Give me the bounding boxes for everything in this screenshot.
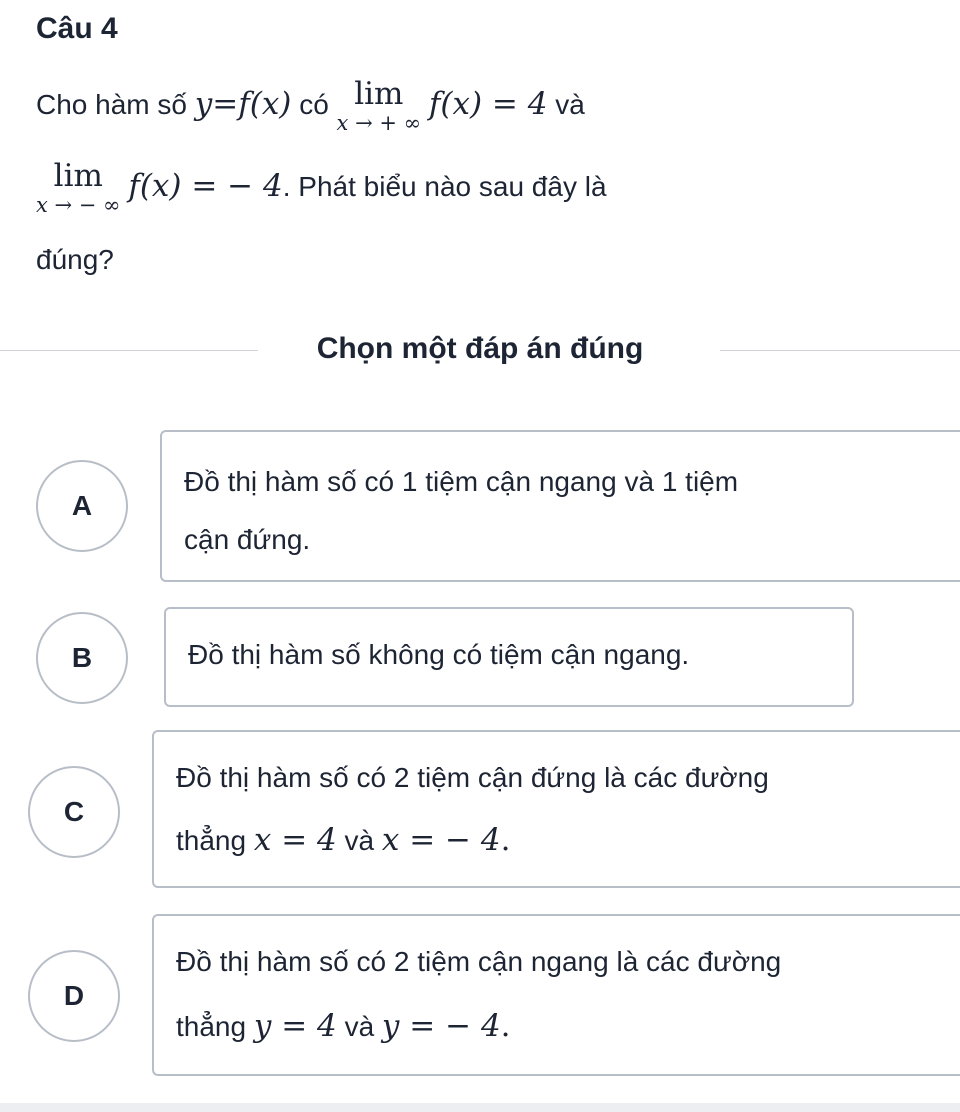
option-c-line-1: Đồ thị hàm số có 2 tiệm cận đứng là các đường xyxy=(176,762,769,793)
option-c-circle[interactable]: C xyxy=(28,766,120,858)
option-d-math-1: y = 4 xyxy=(253,1008,337,1044)
option-c-line-2 xyxy=(176,816,950,864)
lim-word: lim xyxy=(354,76,404,112)
option-a-line-1: Đồ thị hàm số có 1 tiệm cận ngang và 1 tiệm xyxy=(184,466,739,497)
option-c-prefix: thẳng xyxy=(176,825,247,856)
option-d-circle[interactable]: D xyxy=(28,950,120,1042)
option-d[interactable] xyxy=(152,914,960,1076)
divider-label: Chọn một đáp án đúng xyxy=(316,332,644,365)
option-a-line-2: cận đứng. xyxy=(184,524,311,555)
option-d-prefix: thẳng xyxy=(176,1011,247,1042)
question-prefix: Cho hàm số xyxy=(36,89,187,120)
question-line-1 xyxy=(36,76,585,142)
question-line-2 xyxy=(36,158,607,224)
math-y: y xyxy=(194,86,213,122)
lim1-expr: f(x) = 4 xyxy=(428,86,548,122)
limit-plus-infinity xyxy=(337,76,422,134)
option-d-line-2 xyxy=(176,1002,950,1050)
lim-sub: x → + ∞ xyxy=(336,111,422,135)
option-c[interactable] xyxy=(152,730,960,888)
limit-minus-infinity xyxy=(36,158,121,216)
option-b-line-1: Đồ thị hàm số không có tiệm cận ngang. xyxy=(188,639,690,670)
option-c-va: và xyxy=(344,825,375,856)
option-b-circle[interactable]: B xyxy=(36,612,128,704)
lim-sub: x → − ∞ xyxy=(36,193,121,217)
math-eq: = xyxy=(212,86,239,122)
option-b[interactable] xyxy=(164,607,854,707)
bottom-bar xyxy=(0,1103,960,1112)
question-co: có xyxy=(299,89,329,120)
lim-word: lim xyxy=(53,158,103,194)
question-title: Câu 4 xyxy=(36,12,118,45)
option-c-math-1: x = 4 xyxy=(253,822,337,858)
option-d-line-1: Đồ thị hàm số có 2 tiệm cận ngang là các đường xyxy=(176,946,782,977)
option-c-math-2: x = − 4 xyxy=(381,822,501,858)
option-a-circle[interactable]: A xyxy=(36,460,128,552)
question-after-lim2: . Phát biểu nào sau đây là xyxy=(282,171,607,202)
math-fx: f(x) xyxy=(238,86,292,122)
option-d-va: và xyxy=(344,1011,375,1042)
option-c-end: . xyxy=(500,822,511,858)
question-va: và xyxy=(555,89,585,120)
question-line-3: đúng? xyxy=(36,244,114,275)
option-d-math-2: y = − 4 xyxy=(381,1008,501,1044)
lim2-expr: f(x) = − 4 xyxy=(128,168,283,204)
option-a[interactable] xyxy=(160,430,960,582)
option-d-end: . xyxy=(500,1008,511,1044)
